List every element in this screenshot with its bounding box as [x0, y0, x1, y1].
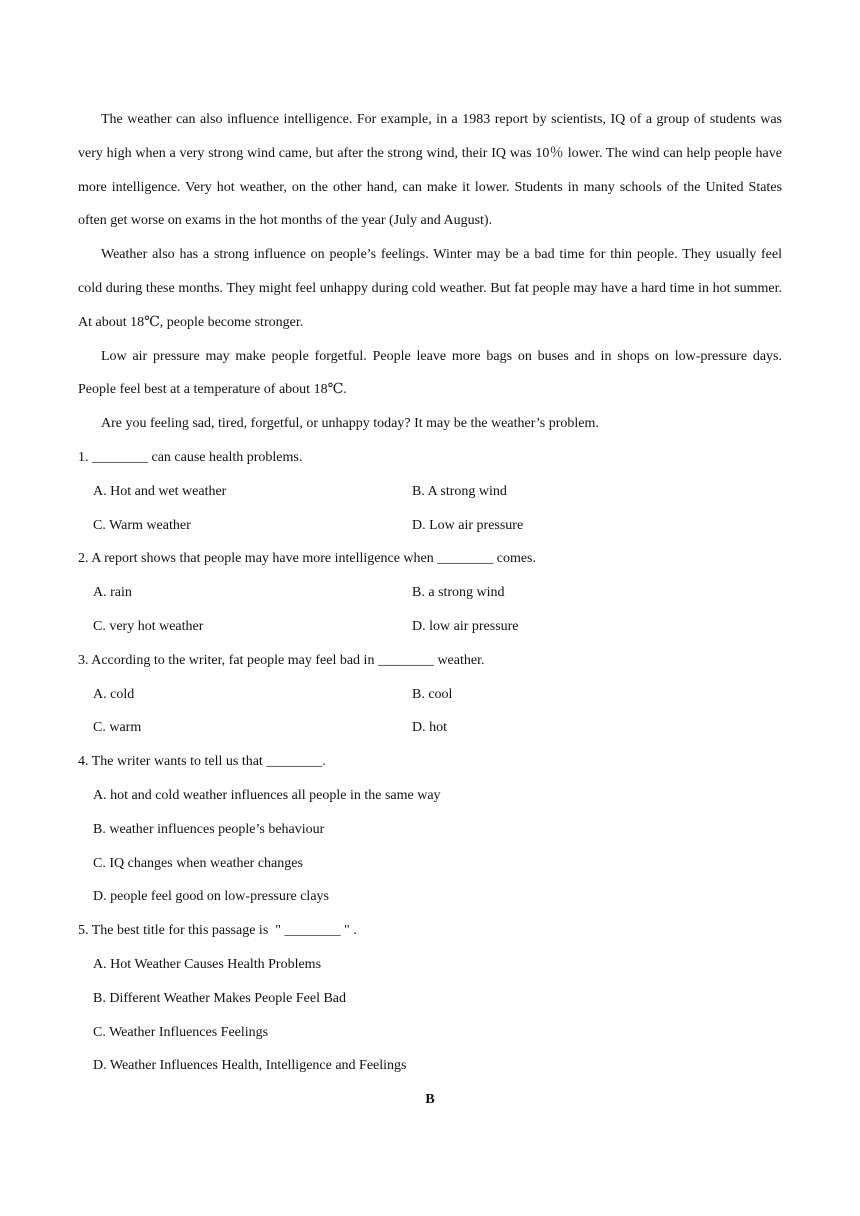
question-stem: 1. ________ can cause health problems.: [78, 449, 303, 465]
option-b: B. cool: [412, 686, 453, 702]
option-d: D. Low air pressure: [412, 517, 524, 533]
option-row: [78, 576, 782, 610]
document-page: [78, 103, 782, 1117]
passage-paragraph: Are you feeling sad, tired, forgetful, or unhappy today? It may be the weather’s problem.: [101, 416, 599, 432]
option-a: A. rain: [93, 585, 132, 601]
option-d: D. hot: [412, 720, 447, 736]
option-b: B. A strong wind: [412, 483, 507, 499]
option-b: B. a strong wind: [412, 585, 505, 601]
option-c: C. very hot weather: [93, 618, 204, 634]
option-row: [78, 678, 782, 712]
section-label: B: [425, 1092, 435, 1108]
question-stem: 3. According to the writer, fat people may feel bad in ________ weather.: [78, 652, 485, 668]
option-a: A. hot and cold weather influences all people in the same way: [93, 787, 441, 803]
question-3: [78, 644, 782, 745]
option-row: [78, 610, 782, 644]
option-row: [78, 711, 782, 745]
question-stem: 5. The best title for this passage is " ________ " .: [78, 923, 357, 939]
option-row: [78, 509, 782, 543]
option-d: D. people feel good on low-pressure clays: [93, 889, 329, 905]
question-1: [78, 441, 782, 542]
option-d: D. Weather Influences Health, Intelligence and Feelings: [93, 1058, 407, 1074]
question-4: [78, 745, 782, 914]
option-c: C. IQ changes when weather changes: [93, 855, 303, 871]
option-b: B. Different Weather Makes People Feel Bad: [93, 990, 347, 1006]
question-5: [78, 914, 782, 1083]
passage-paragraph: Weather also has a strong influence on people’s feelings. Winter may be a bad time for thin people. They usually feel cold during these months. They might feel unhappy during cold weather. But fat people may have a hard time in hot summer. At about 18℃, people become stronger.: [78, 247, 782, 330]
option-a: A. Hot and wet weather: [93, 483, 227, 499]
option-d: D. low air pressure: [412, 618, 519, 634]
option-a: A. cold: [93, 686, 135, 702]
passage-paragraph: The weather can also influence intelligence. For example, in a 1983 report by scientists, IQ of a group of students was very high when a very strong wind came, but after the strong wind, their IQ was 10％ lower. The wind can help people have more intelligence. Very hot weather, on the other hand, can make it lower. Students in many schools of the United States often get worse on exams in the hot months of the year (July and August).: [78, 112, 782, 229]
passage-paragraph: Low air pressure may make people forgetful. People leave more bags on buses and in shops on low-pressure days. People feel best at a temperature of about 18℃.: [78, 348, 782, 398]
option-c: C. Warm weather: [93, 517, 191, 533]
question-2: [78, 542, 782, 643]
option-b: B. weather influences people’s behaviour: [93, 821, 325, 837]
option-c: C. warm: [93, 720, 142, 736]
question-stem: 2. A report shows that people may have more intelligence when ________ comes.: [78, 551, 537, 567]
option-a: A. Hot Weather Causes Health Problems: [93, 956, 322, 972]
question-stem: 4. The writer wants to tell us that ________.: [78, 754, 326, 770]
option-row: [78, 475, 782, 509]
option-c: C. Weather Influences Feelings: [93, 1024, 269, 1040]
